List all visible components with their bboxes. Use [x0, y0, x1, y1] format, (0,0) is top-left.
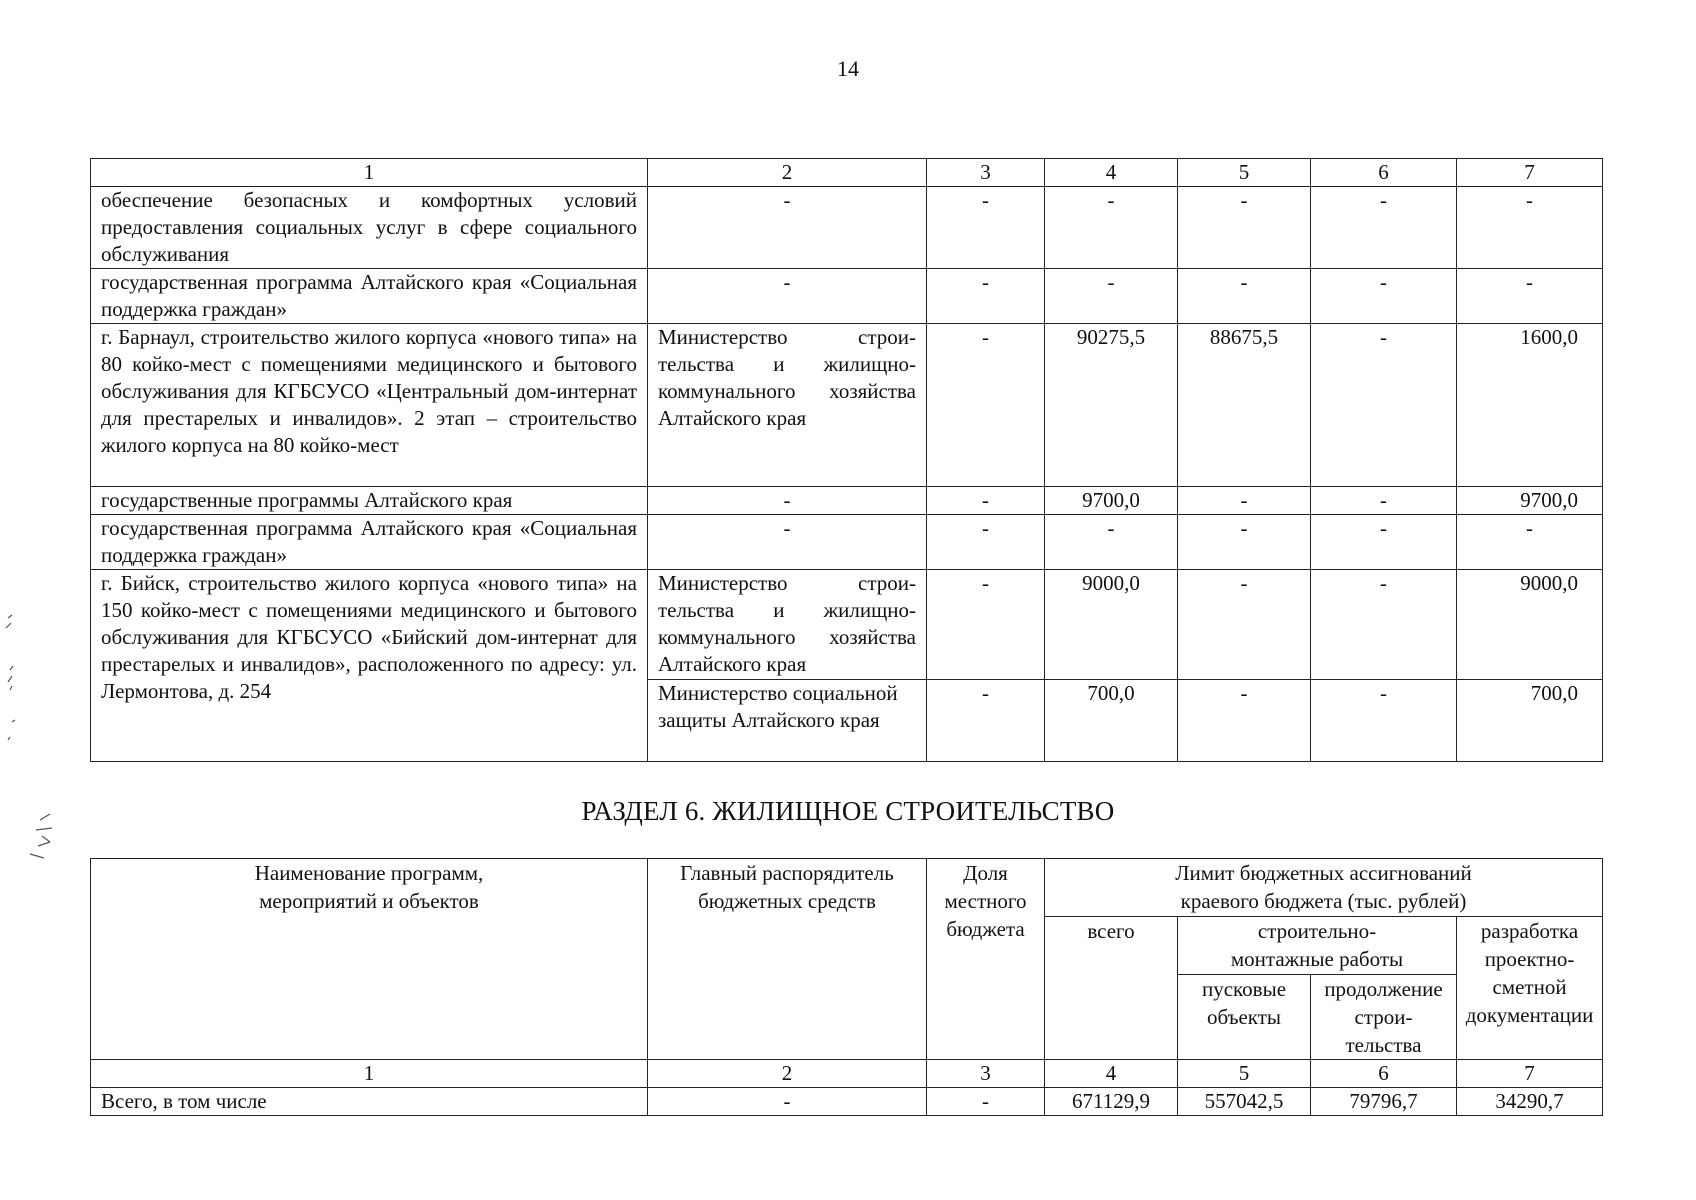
row-local-share: -	[927, 324, 1045, 487]
table-row	[91, 515, 1603, 570]
row-launch: -	[1178, 570, 1311, 680]
row-design: 9000,0	[1457, 570, 1603, 680]
col-number: 6	[1311, 159, 1457, 187]
row-name: г. Барнаул, строительство жилого корпуса «нового типа» на 80 койко-мест с помещениями медицинского и бытового обслуживания для КГБСУСО «Центральный дом-интернат для престарелых и инвалидов». 2 этап – строительство жилого корпуса на 80 койко-мест	[91, 324, 648, 487]
row-launch: 557042,5	[1178, 1088, 1311, 1116]
header-owner: Главный распорядитель бюджетных средств	[648, 859, 927, 1060]
table-row	[91, 570, 1603, 680]
row-name: государственная программа Алтайского края «Социальная поддержка граждан»	[91, 515, 648, 570]
page-number: 14	[837, 56, 859, 81]
table-row	[91, 269, 1603, 324]
table-row	[91, 1088, 1603, 1116]
row-design: 34290,7	[1457, 1088, 1603, 1116]
row-total: 700,0	[1045, 680, 1178, 762]
row-name: государственные программы Алтайского края	[91, 487, 648, 515]
row-local-share: -	[927, 680, 1045, 762]
row-total: -	[1045, 269, 1178, 324]
row-continuation: -	[1311, 570, 1457, 680]
col-number: 1	[91, 1060, 648, 1088]
row-design: 1600,0	[1457, 324, 1603, 487]
row-owner: Министерство строительства и жилищно-коммунального хозяйства Алтайского края	[648, 570, 927, 680]
row-owner: -	[648, 1088, 927, 1116]
row-design: -	[1457, 515, 1603, 570]
row-total: 671129,9	[1045, 1088, 1178, 1116]
section-title: РАЗДЕЛ 6. ЖИЛИЩНОЕ СТРОИТЕЛЬСТВО	[581, 796, 1115, 826]
row-design: -	[1457, 269, 1603, 324]
row-launch: -	[1178, 515, 1311, 570]
col-number: 2	[648, 159, 927, 187]
row-local-share: -	[927, 515, 1045, 570]
row-continuation: -	[1311, 515, 1457, 570]
col-number: 3	[927, 1060, 1045, 1088]
row-local-share: -	[927, 187, 1045, 269]
header-design: разработка проектно-сметной документации	[1457, 917, 1603, 1060]
row-total: 9700,0	[1045, 487, 1178, 515]
table-row	[91, 187, 1603, 269]
row-launch: -	[1178, 680, 1311, 762]
header-row	[91, 859, 1603, 917]
row-owner: -	[648, 269, 927, 324]
row-launch: -	[1178, 269, 1311, 324]
col-number: 4	[1045, 159, 1178, 187]
column-number-row	[91, 159, 1603, 187]
row-continuation: 79796,7	[1311, 1088, 1457, 1116]
row-continuation: -	[1311, 324, 1457, 487]
row-local-share: -	[927, 1088, 1045, 1116]
row-name: обеспечение безопасных и комфортных условий предоставления социальных услуг в сфере социального обслуживания	[91, 187, 648, 269]
col-number: 4	[1045, 1060, 1178, 1088]
scan-artifact-marks	[0, 610, 70, 870]
row-total: 90275,5	[1045, 324, 1178, 487]
row-total: -	[1045, 187, 1178, 269]
row-owner: -	[648, 187, 927, 269]
header-launch: пусковые объекты	[1178, 975, 1311, 1060]
row-continuation: -	[1311, 680, 1457, 762]
row-total: -	[1045, 515, 1178, 570]
header-total: всего	[1045, 917, 1178, 1060]
row-continuation: -	[1311, 487, 1457, 515]
row-local-share: -	[927, 269, 1045, 324]
col-number: 6	[1311, 1060, 1457, 1088]
row-local-share: -	[927, 570, 1045, 680]
row-launch: -	[1178, 487, 1311, 515]
col-number: 3	[927, 159, 1045, 187]
header-construction: строительно-монтажные работы	[1178, 917, 1457, 975]
row-launch: 88675,5	[1178, 324, 1311, 487]
col-number: 5	[1178, 159, 1311, 187]
col-number: 7	[1457, 159, 1603, 187]
row-name: государственная программа Алтайского края «Социальная поддержка граждан»	[91, 269, 648, 324]
header-continuation: продолжение строительства	[1311, 975, 1457, 1060]
table-row	[91, 324, 1603, 487]
col-number: 5	[1178, 1060, 1311, 1088]
row-design: 700,0	[1457, 680, 1603, 762]
header-local-share: Доля местного бюджета	[927, 859, 1045, 1060]
header-limit: Лимит бюджетных ассигнований краевого бюджета (тыс. рублей)	[1045, 859, 1603, 917]
row-name: г. Бийск, строительство жилого корпуса «нового типа» на 150 койко-мест с помещениями медицинского и бытового обслуживания для КГБСУСО «Бийский дом-интернат для престарелых и инвалидов», расположенного по адресу: ул. Лермонтова, д. 254	[91, 570, 648, 762]
row-owner: -	[648, 515, 927, 570]
header-name: Наименование программ, мероприятий и объектов	[91, 859, 648, 1060]
row-total: 9000,0	[1045, 570, 1178, 680]
housing-table	[90, 858, 1603, 1116]
row-continuation: -	[1311, 187, 1457, 269]
construction-table	[90, 158, 1603, 762]
row-owner: -	[648, 487, 927, 515]
col-number: 1	[91, 159, 648, 187]
row-launch: -	[1178, 187, 1311, 269]
table-row	[91, 487, 1603, 515]
col-number: 2	[648, 1060, 927, 1088]
row-design: -	[1457, 187, 1603, 269]
row-local-share: -	[927, 487, 1045, 515]
column-number-row	[91, 1060, 1603, 1088]
row-continuation: -	[1311, 269, 1457, 324]
col-number: 7	[1457, 1060, 1603, 1088]
row-name: Всего, в том числе	[91, 1088, 648, 1116]
row-design: 9700,0	[1457, 487, 1603, 515]
row-owner: Министерство строительства и жилищно-коммунального хозяйства Алтайского края	[648, 324, 927, 487]
row-owner: Министерство социальной защиты Алтайского края	[648, 680, 927, 762]
